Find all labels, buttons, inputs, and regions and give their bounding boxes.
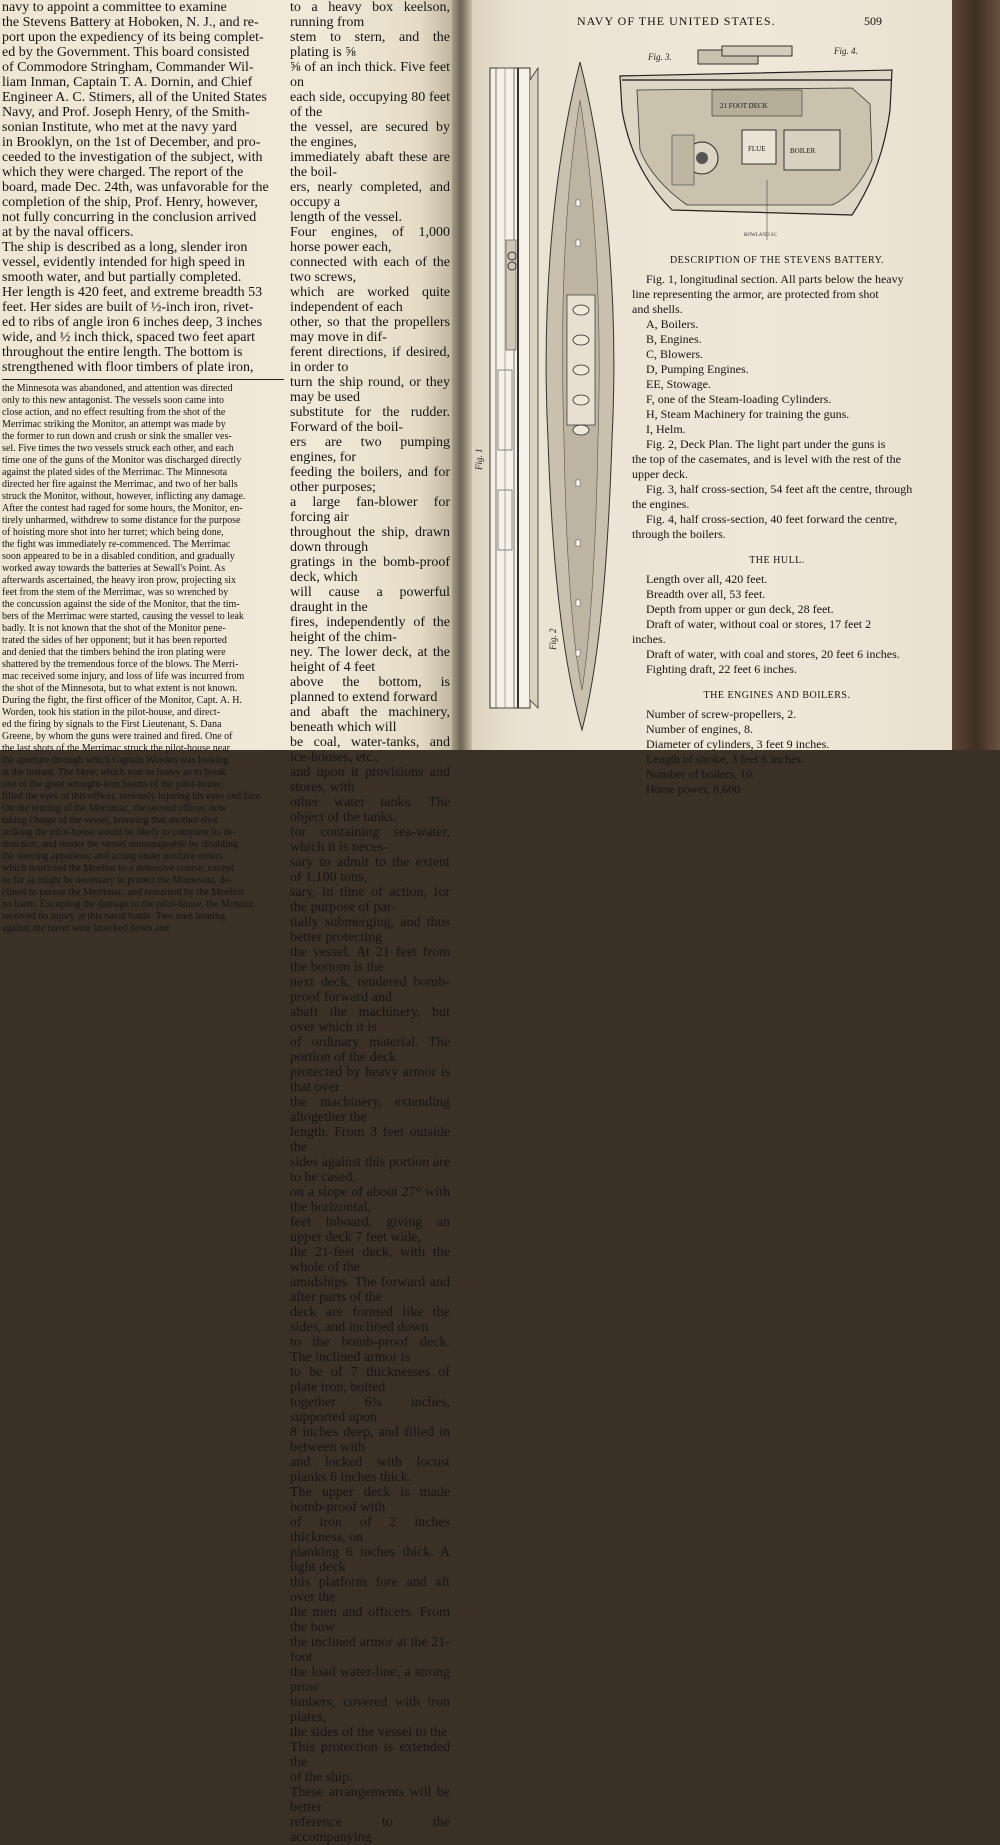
text-line: Four engines, of 1,000 horse power each,	[290, 225, 450, 255]
left-column-small-text	[2, 383, 284, 935]
text-line: reference to the accompanying	[290, 1815, 450, 1845]
text-line: of Commodore Stringham, Commander Wil-	[2, 60, 254, 75]
text-line: at by the naval officers.	[2, 225, 134, 240]
text-line: the inclined armor at the 21-foot	[290, 1635, 450, 1665]
text-line: feet inboard, giving an upper deck 7 feet wide,	[290, 1215, 450, 1245]
text-line: struck the Monitor, without, however, inflicting any damage.	[2, 491, 246, 502]
fig4-label: Fig. 4.	[834, 46, 858, 56]
text-line: each side, occupying 80 feet of the	[290, 90, 450, 120]
text-line: gratings in the bomb-proof deck, which	[290, 555, 450, 585]
right-column-text	[290, 0, 450, 1845]
text-line: liam Inman, Captain T. A. Dornin, and Chief	[2, 75, 253, 90]
text-line: the shot of the Minnesota, but to what extent is not known.	[2, 683, 238, 694]
text-line: only to this new antagonist. The vessels soon came into	[2, 395, 225, 406]
text-line: sel. Five times the two vessels struck each other, and each	[2, 443, 234, 454]
text-line: to be of 7 thicknesses of plate iron, bolted	[290, 1365, 450, 1395]
text-line: completion of the ship, Prof. Henry, however,	[2, 195, 258, 210]
text-line: and upon it provisions and stores, with	[290, 765, 450, 795]
text-line: sides against this portion are to be cased,	[290, 1155, 450, 1185]
text-line: the vessel. At 21 feet from the bottom is the	[290, 945, 450, 975]
text-line: will cause a powerful draught in the	[290, 585, 450, 615]
description-line: I, Helm.	[646, 422, 686, 436]
text-line: feet. Her sides are built of ½-inch iron, rivet-	[2, 300, 254, 315]
text-line: ferent directions, if desired, in order to	[290, 345, 450, 375]
text-line: a large fan-blower for forcing air	[290, 495, 450, 525]
text-line: amidships. The forward and after parts of the	[290, 1275, 450, 1305]
engraver-credit: BOWLAND SC	[744, 233, 777, 238]
left-column	[2, 0, 284, 935]
text-line: During the fight, the first officer of the Monitor, Capt. A. H.	[2, 695, 242, 706]
text-line: which they were charged. The report of the	[2, 165, 244, 180]
text-line: in Brooklyn, on the 1st of December, and pro-	[2, 135, 261, 150]
text-line: abaft the machinery, but over which it is	[290, 1005, 450, 1035]
text-line: turn the ship round, or they may be used	[290, 375, 450, 405]
hull-line: Draft of water, without coal or stores, 17 feet 2	[646, 617, 872, 631]
text-line: fires, independently of the height of the chim-	[290, 615, 450, 645]
description-line: D, Pumping Engines.	[646, 362, 749, 376]
hull-line: Length over all, 420 feet.	[646, 572, 768, 586]
text-line: this platform fore and aft over the	[290, 1575, 450, 1605]
text-line: received no injury in this naval battle. Two men leaning	[2, 911, 225, 922]
text-line: smooth water, and but partially completed.	[2, 270, 242, 285]
text-line: directed her fire against the Merrimac, and two of her balls	[2, 479, 238, 490]
text-line: and abaft the machinery, beneath which will	[290, 705, 450, 735]
text-line: feet from the stem of the Merrimac, was so wrenched by	[2, 587, 229, 598]
text-line: The upper deck is made bomb-proof with	[290, 1485, 450, 1515]
text-line: the machinery, extending altogether the	[290, 1095, 450, 1125]
hull-title: THE HULL.	[749, 555, 805, 566]
deck-label: 21 FOOT DECK	[720, 102, 768, 110]
text-line: On the retiring of the Merrimac, the second officer, now	[2, 803, 227, 814]
text-line: strengthened with floor timbers of plate iron,	[2, 360, 254, 375]
text-line: length of the vessel.	[290, 210, 402, 225]
text-line: the men and officers. From the bow	[290, 1605, 450, 1635]
fig1-label: Fig. 1	[474, 448, 484, 470]
text-line: so far as might be necessary to protect the Minnesota, de-	[2, 875, 233, 886]
description-line: Fig. 4, half cross-section, 40 feet forward the centre,	[646, 512, 898, 526]
description-line: the engines.	[632, 497, 690, 511]
text-line: the Stevens Battery at Hoboken, N. J., and re-	[2, 15, 259, 30]
engines-line: Number of engines, 8.	[646, 722, 753, 736]
text-line: mac received some injury, and loss of life was incurred from	[2, 671, 245, 682]
text-line: This protection is extended the	[290, 1740, 450, 1770]
text-line: vessel, evidently intended for high speed in	[2, 255, 245, 270]
text-line: struction, and render the vessel unmanageable by disabling	[2, 839, 239, 850]
text-line: ceeded to the investigation of the subject, with	[2, 150, 263, 165]
fig3-fig4-cross-section	[620, 46, 892, 240]
left-page	[0, 0, 455, 1845]
text-line: ed the firing by signals to the First Lieutenant, S. Dana	[2, 719, 222, 730]
description-line: Fig. 3, half cross-section, 54 feet aft the centre, through	[646, 482, 913, 496]
text-line: navy to appoint a committee to examine	[2, 0, 227, 15]
text-line: not fully concurring in the conclusion arrived	[2, 210, 257, 225]
page-number: 509	[864, 14, 882, 28]
text-line: which are worked quite independent of each	[290, 285, 450, 315]
text-line: no harm. Excepting the damage to the pilot-house, the Monitor	[2, 899, 254, 910]
text-line: Worden, took his station in the pilot-house, and direct-	[2, 707, 221, 718]
text-line: and locked with locust planks 6 inches thick.	[290, 1455, 450, 1485]
text-line: striking the pilot-house would be likely to complete its de-	[2, 827, 237, 838]
text-line: against the plated sides of the Merrimac. The Minnesota	[2, 467, 228, 478]
engines-line: Number of screw-propellers, 2.	[646, 707, 797, 721]
description-line: C, Blowers.	[646, 347, 703, 361]
text-line: of iron of 2 inches thickness, on	[290, 1515, 450, 1545]
description-line: F, one of the Steam-loading Cylinders.	[646, 392, 832, 406]
description-line: and shells.	[632, 302, 683, 316]
text-line: Navy, and Prof. Joseph Henry, of the Smith-	[2, 105, 250, 120]
text-line: wide, and ½ inch thick, spaced two feet apart	[2, 330, 256, 345]
text-line: the 21-feet deck, with the whole of the	[290, 1245, 450, 1275]
spacer	[632, 542, 922, 552]
description-line: A, Boilers.	[646, 317, 699, 331]
text-line: ed by the Government. This board consisted	[2, 45, 250, 60]
text-line: time one of the guns of the Monitor was discharged directly	[2, 455, 242, 466]
text-line: the fight was immediately re-commenced. The Merrimac	[2, 539, 231, 550]
text-line: the last shots of the Merrimac struck the pilot-house near	[2, 743, 230, 754]
text-line: taking charge of the vessel, knowing that another shot	[2, 815, 218, 826]
text-line: throughout the ship, drawn down through	[290, 525, 450, 555]
text-line: filled the eyes of this officer, seriously injuring his eyes and face.	[2, 791, 263, 802]
running-title: NAVY OF THE UNITED STATES.	[577, 14, 776, 28]
text-line: sonian Institute, who met at the navy yard	[2, 120, 237, 135]
text-line: trated the sides of her opponent; but it has been reported	[2, 635, 227, 646]
text-line: bers of the Merrimac were started, causing the vessel to leak	[2, 611, 244, 622]
book-gutter	[452, 0, 474, 750]
text-line: tially submerging, and thus better protecting	[290, 915, 450, 945]
text-line: for containing sea-water, which it is neces-	[290, 825, 450, 855]
engines-line: Length of stroke, 3 feet 6 inches.	[646, 752, 804, 766]
text-line: timbers, covered with iron plates,	[290, 1695, 450, 1725]
text-line: on a slope of about 27° with the horizontal,	[290, 1185, 450, 1215]
text-line: of hoisting more shot into her turret; which being done,	[2, 527, 224, 538]
description-title: DESCRIPTION OF THE STEVENS BATTERY.	[669, 255, 885, 266]
description-line: H, Steam Machinery for training the guns.	[646, 407, 850, 421]
text-line: Greene, by whom the guns were trained and fired. One of	[2, 731, 233, 742]
fig1-longitudinal-section	[474, 68, 538, 708]
text-line: ers are two pumping engines, for	[290, 435, 450, 465]
description-line: upper deck.	[632, 467, 688, 481]
table-edge	[952, 0, 1000, 750]
engines-line: Number of boilers, 10.	[646, 767, 755, 781]
hull-line: Fighting draft, 22 feet 6 inches.	[646, 662, 797, 676]
text-line: planking 6 inches thick. A light deck	[290, 1545, 450, 1575]
text-line: Engineer A. C. Stimers, all of the United States	[2, 90, 267, 105]
text-line: throughout the entire length. The bottom is	[2, 345, 243, 360]
text-line: of ordinary material. The portion of the deck	[290, 1035, 450, 1065]
text-line: next deck, rendered bomb-proof forward and	[290, 975, 450, 1005]
engines-line: Horse power, 8,600.	[646, 782, 744, 796]
text-line: be coal, water-tanks, and ice-houses, etc.,	[290, 735, 450, 765]
engines-line: Diameter of cylinders, 3 feet 9 inches.	[646, 737, 830, 751]
text-line: the sides of the vessel to the	[290, 1725, 448, 1740]
hull-line: Draft of water, with coal and stores, 20 feet 6 inches.	[646, 647, 900, 661]
text-line: other water tanks. The object of the tanks,	[290, 795, 450, 825]
text-line: ney. The lower deck, at the height of 4 feet	[290, 645, 450, 675]
boiler-label: BOILER	[790, 147, 816, 155]
text-line: sary, in time of action, for the purpose of par-	[290, 885, 450, 915]
description-line: line representing the armor, are protected from shot	[632, 287, 879, 301]
text-line: 8 inches deep, and filled in between with	[290, 1425, 450, 1455]
text-line: the concussion against the side of the Monitor, that the tim-	[2, 599, 240, 610]
text-line: board, made Dec. 24th, was unfavorable for the	[2, 180, 269, 195]
text-line: These arrangements will be better	[290, 1785, 450, 1815]
text-line: which restricted the Monitor to a defensive course, except	[2, 863, 234, 874]
text-line: against the turret were knocked down and	[2, 923, 170, 934]
text-line: together 6¾ inches, supported upon	[290, 1395, 450, 1425]
fig2-label: Fig. 2	[548, 628, 558, 650]
text-line: ers, nearly completed, and occupy a	[290, 180, 450, 210]
text-line: protected by heavy armor is that over	[290, 1065, 450, 1095]
text-line: at the instant. The blow, which was so heavy as to break	[2, 767, 227, 778]
text-line: deck are formed like the sides, and inclined down	[290, 1305, 450, 1335]
text-line: the aperture through which Captain Worden was looking	[2, 755, 229, 766]
hull-lines	[632, 572, 922, 677]
description-line: EE, Stowage.	[646, 377, 711, 391]
text-line: one of the great wrought-iron beams of the pilot-house,	[2, 779, 224, 790]
text-line: other, so that the propellers may move in dif-	[290, 315, 450, 345]
left-column-upper-text	[2, 0, 284, 375]
hull-line: inches.	[632, 632, 666, 646]
description-line: B, Engines.	[646, 332, 702, 346]
description-line: the top of the casemates, and is level with the rest of the	[632, 452, 901, 466]
text-line: afterwards ascertained, the heavy iron prow, projecting six	[2, 575, 236, 586]
text-line: the Minnesota was abandoned, and attention was directed	[2, 383, 233, 394]
text-line: to the bomb-proof deck. The inclined armor is	[290, 1335, 450, 1365]
text-line: above the bottom, is planned to extend forward	[290, 675, 450, 705]
text-line: badly. It is not known that the shot of the Monitor pene-	[2, 623, 226, 634]
text-line: ⅝ of an inch thick. Five feet on	[290, 60, 450, 90]
engines-title: THE ENGINES AND BOILERS.	[703, 690, 851, 701]
text-line: length. From 3 feet outside the	[290, 1125, 450, 1155]
text-line: After the contest had raged for some hours, the Monitor, en-	[2, 503, 243, 514]
text-line: the vessel, are secured by the engines,	[290, 120, 450, 150]
text-line: to a heavy box keelson, running from	[290, 0, 450, 30]
hull-line: Depth from upper or gun deck, 28 feet.	[646, 602, 834, 616]
text-line: substitute for the rudder. Forward of the boil-	[290, 405, 450, 435]
fig2-deck-plan	[546, 62, 614, 730]
flue-label: FLUE	[748, 145, 766, 153]
text-line: the former to run down and crush or sink the smaller ves-	[2, 431, 232, 442]
text-line: immediately abaft these are the boil-	[290, 150, 450, 180]
description-lines	[632, 272, 922, 542]
text-line: The ship is described as a long, slender iron	[2, 240, 248, 255]
text-line: the steering apparatus; and acting under positive orders	[2, 851, 223, 862]
description-line: Fig. 2, Deck Plan. The light part under the guns is	[646, 437, 886, 451]
text-line: close action, and no effect resulting from the shot of the	[2, 407, 226, 418]
text-line: clined to pursue the Merrimac, and remained by the Monitor	[2, 887, 245, 898]
text-line: of the ship.	[290, 1770, 353, 1785]
text-line: and denied that the timbers behind the iron plating were	[2, 647, 226, 658]
text-line: soon appeared to be in a disabled condition, and gradually	[2, 551, 235, 562]
description-line: through the boilers.	[632, 527, 726, 541]
description-line: Fig. 1, longitudinal section. All parts below the heavy	[646, 272, 904, 286]
spacer	[632, 677, 922, 687]
description-text	[632, 252, 922, 797]
column-rule	[2, 379, 284, 380]
engines-lines	[632, 707, 922, 797]
text-line: tirely unharmed, withdrew to some distance for the purpose	[2, 515, 241, 526]
text-line: the load water-line, a strong prow	[290, 1665, 450, 1695]
hull-line: Breadth over all, 53 feet.	[646, 587, 766, 601]
text-line: worked away towards the batteries at Sewall's Point. As	[2, 563, 226, 574]
text-line: connected with each of the two screws,	[290, 255, 450, 285]
text-line: sary to admit to the extent of 1,100 tons,	[290, 855, 450, 885]
fig3-label: Fig. 3.	[648, 52, 672, 62]
text-line: stem to stern, and the plating is ⅝	[290, 30, 450, 60]
right-column	[290, 0, 450, 1845]
right-page	[472, 0, 954, 796]
text-line: port upon the expediency of its being complet-	[2, 30, 264, 45]
text-line: Merrimac striking the Monitor, an attempt was made by	[2, 419, 226, 430]
text-line: feeding the boilers, and for other purposes;	[290, 465, 450, 495]
text-line: Her length is 420 feet, and extreme breadth 53	[2, 285, 263, 300]
text-line: ed to ribs of angle iron 6 inches deep, 3 inches	[2, 315, 263, 330]
page-header	[472, 14, 954, 32]
text-line: shattered by the tremendous force of the blows. The Merri-	[2, 659, 239, 670]
